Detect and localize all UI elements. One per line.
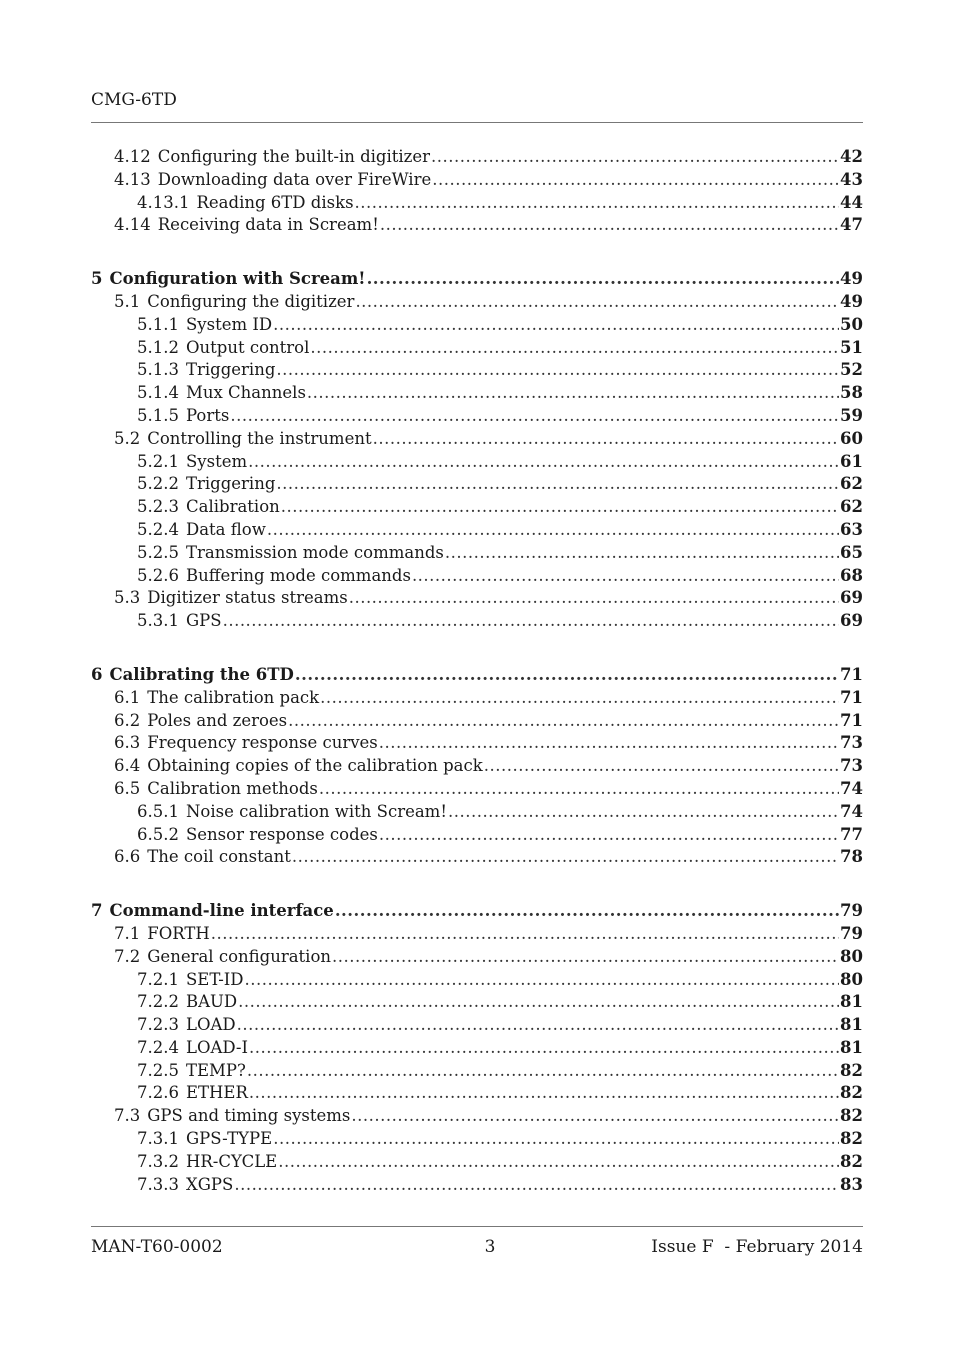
- toc-entry[interactable]: [91, 778, 863, 801]
- toc-entry-number: 5.2.4: [137, 519, 179, 539]
- toc-entry-number: 7.2: [114, 946, 141, 966]
- toc-entry-title: Calibration: [185, 497, 280, 517]
- toc-entry-number: 5.2: [114, 428, 141, 448]
- toc-entry[interactable]: [91, 337, 863, 360]
- toc-entry-page: 82: [840, 1083, 863, 1103]
- toc-entry[interactable]: [91, 587, 863, 610]
- toc-entry-title: System ID: [185, 314, 273, 334]
- toc-entry-number: 7.2.5: [137, 1060, 179, 1080]
- toc-entry-page: 78: [840, 847, 863, 867]
- toc-entry-page: 83: [840, 1174, 863, 1194]
- toc-entry-page: 82: [840, 1151, 863, 1171]
- toc-entry-number: 6.2: [114, 710, 141, 730]
- dot-leader: [278, 1151, 839, 1174]
- toc-entry[interactable]: [91, 1128, 863, 1151]
- toc-entry[interactable]: [91, 900, 863, 923]
- toc-entry[interactable]: [91, 687, 863, 710]
- toc-entry-page: 44: [840, 192, 863, 212]
- toc-entry-title: ETHER: [185, 1083, 248, 1103]
- toc-entry[interactable]: [91, 451, 863, 474]
- dot-leader: [355, 291, 839, 314]
- toc-entry[interactable]: [91, 542, 863, 565]
- toc-entry-title: Command-line interface: [109, 901, 334, 921]
- dot-leader: [223, 610, 839, 633]
- toc-entry[interactable]: [91, 405, 863, 428]
- toc-entry-number: 6.6: [114, 847, 141, 867]
- toc-entry-title: TEMP?: [185, 1060, 246, 1080]
- toc-entry-page: 69: [840, 588, 863, 608]
- toc-entry[interactable]: [91, 946, 863, 969]
- dot-leader: [355, 192, 839, 215]
- toc-entry-number: 4.13.1: [137, 192, 190, 212]
- dot-leader: [373, 428, 839, 451]
- dot-leader: [281, 496, 839, 519]
- toc-entry-page: 49: [840, 291, 863, 311]
- dot-leader: [238, 991, 839, 1014]
- dot-leader: [245, 969, 839, 992]
- dot-leader: [367, 268, 839, 291]
- toc-entry-number: 6: [91, 664, 103, 684]
- toc-entry-number: 6.3: [114, 733, 141, 753]
- toc-entry[interactable]: [91, 519, 863, 542]
- dot-leader: [249, 1082, 839, 1105]
- dot-leader: [276, 473, 839, 496]
- toc-entry-page: 81: [840, 992, 863, 1012]
- toc-entry-number: 5.2.2: [137, 474, 179, 494]
- toc-entry-title: Frequency response curves: [147, 733, 378, 753]
- toc-entry-number: 5.2.1: [137, 451, 179, 471]
- dot-leader: [349, 587, 839, 610]
- toc-entry-title: Controlling the instrument: [147, 428, 372, 448]
- toc-entry-number: 7.2.2: [137, 992, 179, 1012]
- toc-entry-number: 5.1.2: [137, 337, 179, 357]
- dot-leader: [412, 565, 839, 588]
- toc-entry[interactable]: [91, 169, 863, 192]
- toc-entry-title: Noise calibration with Scream!: [185, 801, 447, 821]
- toc-entry-number: 6.4: [114, 756, 141, 776]
- toc-entry-number: 7.2.3: [137, 1015, 179, 1035]
- toc-entry-title: FORTH: [147, 923, 210, 943]
- dot-leader: [351, 1105, 839, 1128]
- toc-entry-page: 71: [840, 710, 863, 730]
- toc-entry-page: 65: [840, 542, 863, 562]
- toc-entry-number: 5.2.6: [137, 565, 179, 585]
- dot-leader: [247, 1060, 839, 1083]
- toc-entry-title: Configuration with Scream!: [109, 269, 366, 289]
- toc-entry-number: 5.1: [114, 291, 141, 311]
- toc-entry-title: Reading 6TD disks: [196, 192, 354, 212]
- toc-entry-number: 6.5: [114, 778, 141, 798]
- toc-entry[interactable]: [91, 496, 863, 519]
- toc-entry-page: 68: [840, 565, 863, 585]
- dot-leader: [273, 314, 839, 337]
- toc-entry-page: 42: [840, 147, 863, 166]
- toc-entry-page: 51: [840, 337, 863, 357]
- toc-entry-title: The coil constant: [147, 847, 291, 867]
- toc-entry[interactable]: [91, 923, 863, 946]
- toc-entry-page: 52: [840, 360, 863, 380]
- toc-entry-title: System: [185, 451, 248, 471]
- dot-leader: [320, 687, 839, 710]
- toc-entry-title: XGPS: [185, 1174, 234, 1194]
- toc-entry-page: 77: [840, 824, 863, 844]
- toc-entry-number: 5.3: [114, 588, 141, 608]
- toc-entry-page: 71: [840, 664, 863, 684]
- toc-entry[interactable]: [91, 1060, 863, 1083]
- toc-entry[interactable]: [91, 473, 863, 496]
- toc-entry-title: Triggering: [185, 474, 276, 494]
- dot-leader: [248, 451, 839, 474]
- dot-leader: [267, 519, 839, 542]
- toc-entry-page: 82: [840, 1106, 863, 1126]
- toc-entry-title: Configuring the digitizer: [147, 291, 355, 311]
- toc-entry-title: Triggering: [185, 360, 276, 380]
- dot-leader: [379, 732, 839, 755]
- toc-entry-number: 7: [91, 901, 103, 921]
- toc-entry-number: 7.3.2: [137, 1151, 179, 1171]
- toc-entry-number: 7.2.6: [137, 1083, 179, 1103]
- toc-entry-page: 79: [840, 923, 863, 943]
- dot-leader: [249, 1037, 839, 1060]
- dot-leader: [211, 923, 839, 946]
- toc-entry-title: Buffering mode commands: [185, 565, 411, 585]
- toc-entry-number: 4.12: [114, 147, 151, 166]
- toc-entry-number: 5.2.5: [137, 542, 179, 562]
- toc-entry-page: 74: [840, 778, 863, 798]
- toc-entry[interactable]: [91, 146, 863, 169]
- dot-leader: [332, 946, 839, 969]
- section-spacer: [91, 237, 863, 268]
- dot-leader: [273, 1128, 839, 1151]
- dot-leader: [432, 169, 839, 192]
- toc-entry-number: 5.1.5: [137, 405, 179, 425]
- toc-entry[interactable]: [91, 846, 863, 869]
- dot-leader: [310, 337, 839, 360]
- dot-leader: [292, 846, 839, 869]
- toc-entry[interactable]: [91, 565, 863, 588]
- footer-issue-date: Issue F - February 2014: [651, 1237, 863, 1257]
- toc-entry[interactable]: [91, 314, 863, 337]
- toc-entry-title: Calibrating the 6TD: [109, 664, 294, 684]
- toc-entry[interactable]: [91, 755, 863, 778]
- toc-entry-title: GPS-TYPE: [185, 1129, 273, 1149]
- toc-entry-title: GPS and timing systems: [147, 1106, 351, 1126]
- toc-entry-page: 49: [840, 269, 863, 289]
- toc-entry-title: Transmission mode commands: [185, 542, 444, 562]
- toc-entry-title: Obtaining copies of the calibration pack: [147, 756, 483, 776]
- toc-entry-title: Configuring the built-in digitizer: [157, 147, 431, 166]
- toc-entry[interactable]: [91, 732, 863, 755]
- dot-leader: [230, 405, 839, 428]
- toc-entry-page: 71: [840, 687, 863, 707]
- footer-document-id: MAN-T60-0002: [91, 1237, 223, 1257]
- toc-entry-number: 5.1.1: [137, 314, 179, 334]
- dot-leader: [295, 664, 839, 687]
- toc-entry-page: 62: [840, 497, 863, 517]
- toc-entry[interactable]: [91, 969, 863, 992]
- dot-leader: [237, 1014, 839, 1037]
- toc-entry-title: Calibration methods: [147, 778, 318, 798]
- toc-entry-title: General configuration: [147, 946, 332, 966]
- toc-entry-title: Output control: [185, 337, 310, 357]
- table-of-contents: [91, 146, 863, 1196]
- toc-entry-number: 6.5.1: [137, 801, 179, 821]
- dot-leader: [484, 755, 839, 778]
- toc-entry[interactable]: [91, 1105, 863, 1128]
- toc-entry[interactable]: [91, 1037, 863, 1060]
- footer-page-number: 3: [484, 1237, 496, 1257]
- dot-leader: [448, 801, 839, 824]
- toc-entry-number: 4.14: [114, 215, 151, 235]
- dot-leader: [335, 900, 839, 923]
- toc-entry-number: 6.5.2: [137, 824, 179, 844]
- toc-entry-title: Mux Channels: [185, 383, 306, 403]
- toc-entry-number: 7.3.3: [137, 1174, 179, 1194]
- toc-entry[interactable]: [91, 610, 863, 633]
- dot-leader: [319, 778, 839, 801]
- toc-entry-page: 74: [840, 801, 863, 821]
- toc-entry[interactable]: [91, 664, 863, 687]
- toc-entry-page: 82: [840, 1129, 863, 1149]
- toc-entry-page: 59: [840, 405, 863, 425]
- toc-entry-number: 7.1: [114, 923, 141, 943]
- toc-entry-page: 50: [840, 314, 863, 334]
- toc-entry-title: Downloading data over FireWire: [157, 169, 432, 189]
- toc-entry-title: Sensor response codes: [185, 824, 378, 844]
- dot-leader: [307, 382, 839, 405]
- toc-entry-page: 80: [840, 946, 863, 966]
- toc-entry-page: 43: [840, 169, 863, 189]
- toc-entry-title: GPS: [185, 611, 222, 631]
- toc-entry-page: 73: [840, 733, 863, 753]
- toc-entry-title: SET-ID: [185, 969, 244, 989]
- toc-entry-page: 80: [840, 969, 863, 989]
- toc-entry-page: 58: [840, 383, 863, 403]
- toc-entry[interactable]: [91, 192, 863, 215]
- toc-entry[interactable]: [91, 291, 863, 314]
- toc-entry-number: 4.13: [114, 169, 151, 189]
- toc-entry-title: Poles and zeroes: [147, 710, 288, 730]
- toc-entry-page: 82: [840, 1060, 863, 1080]
- toc-entry[interactable]: [91, 801, 863, 824]
- toc-entry[interactable]: [91, 991, 863, 1014]
- section-spacer: [91, 869, 863, 900]
- dot-leader: [276, 359, 839, 382]
- toc-entry-number: 5.2.3: [137, 497, 179, 517]
- footer-rule: [91, 1226, 863, 1227]
- toc-entry-title: The calibration pack: [147, 687, 320, 707]
- toc-entry[interactable]: [91, 359, 863, 382]
- toc-entry[interactable]: [91, 214, 863, 237]
- toc-entry-number: 5.1.3: [137, 360, 179, 380]
- dot-leader: [445, 542, 839, 565]
- toc-entry[interactable]: [91, 710, 863, 733]
- toc-entry[interactable]: [91, 1174, 863, 1197]
- toc-entry-title: HR-CYCLE: [185, 1151, 278, 1171]
- toc-entry-title: BAUD: [185, 992, 238, 1012]
- toc-entry-title: Receiving data in Scream!: [157, 215, 379, 235]
- dot-leader: [379, 824, 839, 847]
- toc-entry-number: 7.2.1: [137, 969, 179, 989]
- toc-entry-number: 7.3.1: [137, 1129, 179, 1149]
- toc-entry-number: 5: [91, 269, 103, 289]
- toc-entry-page: 79: [840, 901, 863, 921]
- toc-entry-title: LOAD-I: [185, 1037, 249, 1057]
- toc-entry-title: Digitizer status streams: [147, 588, 348, 608]
- toc-entry-title: Data flow: [185, 519, 266, 539]
- toc-entry[interactable]: [91, 1151, 863, 1174]
- toc-entry[interactable]: [91, 382, 863, 405]
- dot-leader: [234, 1174, 839, 1197]
- toc-entry-page: 62: [840, 474, 863, 494]
- header-rule: [91, 122, 863, 123]
- dot-leader: [431, 146, 839, 169]
- toc-entry-page: 69: [840, 611, 863, 631]
- toc-entry[interactable]: [91, 428, 863, 451]
- toc-entry[interactable]: [91, 824, 863, 847]
- dot-leader: [380, 214, 839, 237]
- toc-entry-number: 7.2.4: [137, 1037, 179, 1057]
- toc-entry[interactable]: [91, 268, 863, 291]
- dot-leader: [288, 710, 839, 733]
- running-header-title: CMG-6TD: [91, 90, 177, 110]
- toc-entry-number: 6.1: [114, 687, 141, 707]
- toc-entry-title: LOAD: [185, 1015, 236, 1035]
- section-spacer: [91, 633, 863, 664]
- toc-entry-page: 73: [840, 756, 863, 776]
- toc-entry-number: 5.1.4: [137, 383, 179, 403]
- toc-entry-number: 5.3.1: [137, 611, 179, 631]
- toc-entry[interactable]: [91, 1014, 863, 1037]
- toc-entry-page: 61: [840, 451, 863, 471]
- toc-entry-title: Ports: [185, 405, 230, 425]
- toc-entry-page: 47: [840, 215, 863, 235]
- toc-entry-page: 81: [840, 1015, 863, 1035]
- toc-entry-number: 7.3: [114, 1106, 141, 1126]
- toc-entry-page: 60: [840, 428, 863, 448]
- toc-entry[interactable]: [91, 1082, 863, 1105]
- toc-entry-page: 63: [840, 519, 863, 539]
- toc-entry-page: 81: [840, 1037, 863, 1057]
